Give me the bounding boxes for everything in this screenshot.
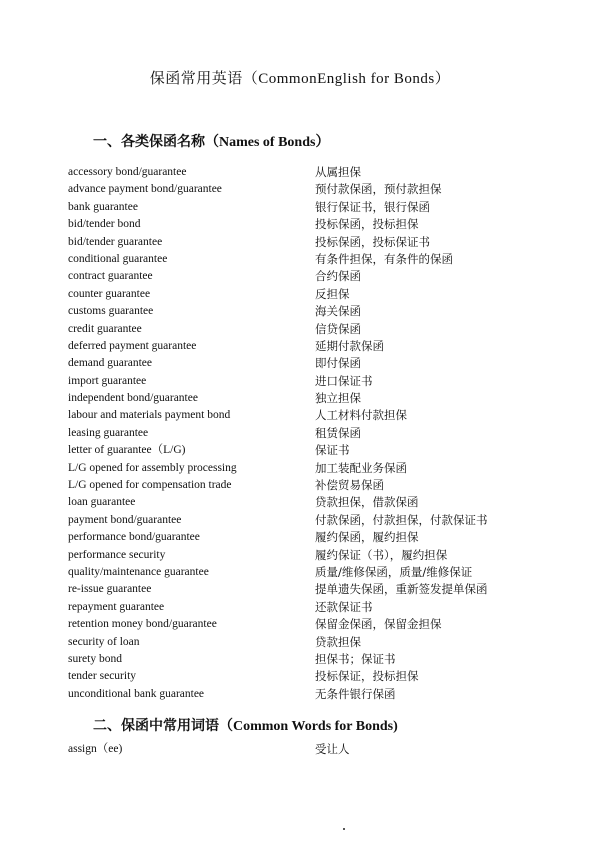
term-chinese: 进口保证书	[315, 373, 373, 388]
term-row	[68, 303, 538, 320]
term-english: L/G opened for assembly processing	[68, 461, 237, 474]
term-row	[68, 494, 538, 511]
term-row	[68, 634, 538, 651]
term-chinese: 担保书；保证书	[315, 651, 396, 666]
term-row	[68, 651, 538, 668]
section-heading-names-of-bonds: 一、各类保函名称（Names of Bonds）	[93, 135, 330, 150]
term-row	[68, 286, 538, 303]
term-english: credit guarantee	[68, 322, 142, 335]
term-chinese: 履约保证（书），履约担保	[315, 547, 448, 562]
term-chinese: 还款保证书	[315, 599, 373, 614]
term-row	[68, 686, 538, 703]
term-chinese: 贷款担保	[315, 634, 361, 649]
term-row	[68, 529, 538, 546]
term-english: loan guarantee	[68, 496, 136, 509]
term-english: import guarantee	[68, 374, 147, 387]
term-chinese: 贷款担保，借款保函	[315, 495, 419, 510]
term-english: demand guarantee	[68, 357, 152, 370]
term-chinese: 履约保函，履约担保	[315, 530, 419, 545]
common-words-list	[68, 741, 538, 758]
term-chinese: 付款保函，付款担保，付款保证书	[315, 512, 488, 527]
term-row	[68, 442, 538, 459]
term-chinese: 信贷保函	[315, 321, 361, 336]
term-english: labour and materials payment bond	[68, 409, 231, 422]
term-chinese: 保留金保函，保留金担保	[315, 617, 442, 632]
term-row	[68, 181, 538, 198]
term-chinese: 投标保函，投标保证书	[315, 234, 430, 249]
term-chinese: 质量/维修保函，质量/维修保证	[315, 564, 473, 579]
term-english: performance security	[68, 548, 166, 561]
term-chinese: 提单遗失保函，重新签发提单保函	[315, 582, 488, 597]
term-chinese: 合约保函	[315, 269, 361, 284]
term-row	[68, 373, 538, 390]
term-row	[68, 599, 538, 616]
term-chinese: 反担保	[315, 286, 350, 301]
term-english: assign（ee)	[68, 743, 123, 755]
term-chinese: 补偿贸易保函	[315, 478, 384, 493]
term-row	[68, 268, 538, 285]
term-english: conditional guarantee	[68, 252, 168, 265]
term-chinese: 保证书	[315, 443, 350, 458]
term-chinese: 延期付款保函	[315, 338, 384, 353]
section-heading-common-words: 二、保函中常用词语（Common Words for Bonds)	[93, 719, 398, 734]
term-chinese: 租赁保函	[315, 425, 361, 440]
term-row	[68, 390, 538, 407]
term-row	[68, 668, 538, 685]
term-chinese: 从属担保	[315, 165, 361, 179]
term-english: unconditional bank guarantee	[68, 687, 205, 700]
term-english: leasing guarantee	[68, 426, 149, 439]
term-chinese: 人工材料付款担保	[315, 408, 407, 423]
footer-dot	[343, 828, 345, 830]
term-row	[68, 477, 538, 494]
names-of-bonds-list	[68, 164, 538, 703]
term-english: surety bond	[68, 652, 122, 665]
term-english: deferred payment guarantee	[68, 339, 197, 352]
term-row	[68, 321, 538, 338]
term-english: retention money bond/guarantee	[68, 618, 217, 631]
term-chinese: 银行保证书，银行保函	[315, 199, 430, 214]
term-english: bid/tender guarantee	[68, 235, 163, 248]
term-english: payment bond/guarantee	[68, 513, 182, 526]
term-row	[68, 164, 538, 181]
term-english: independent bond/guarantee	[68, 392, 198, 405]
term-row	[68, 564, 538, 581]
term-row	[68, 234, 538, 251]
term-row	[68, 251, 538, 268]
term-english: repayment guarantee	[68, 600, 165, 613]
term-row	[68, 199, 538, 216]
term-chinese: 海关保函	[315, 304, 361, 319]
term-row	[68, 425, 538, 442]
term-english: bank guarantee	[68, 200, 138, 213]
term-english: counter guarantee	[68, 287, 151, 300]
term-row	[68, 547, 538, 564]
term-english: security of loan	[68, 635, 140, 648]
term-english: advance payment bond/guarantee	[68, 183, 222, 196]
term-row	[68, 460, 538, 477]
term-chinese: 有条件担保，有条件的保函	[315, 251, 453, 266]
term-english: quality/maintenance guarantee	[68, 565, 209, 578]
term-english: bid/tender bond	[68, 218, 141, 231]
term-row	[68, 407, 538, 424]
term-row	[68, 741, 538, 758]
term-english: performance bond/guarantee	[68, 531, 200, 544]
term-chinese: 投标保证，投标担保	[315, 669, 419, 684]
term-row	[68, 512, 538, 529]
term-english: letter of guarantee（L/G)	[68, 444, 186, 457]
term-row	[68, 338, 538, 355]
term-chinese: 投标保函，投标担保	[315, 217, 419, 232]
term-english: accessory bond/guarantee	[68, 166, 187, 178]
term-chinese: 加工装配业务保函	[315, 460, 407, 475]
term-english: re-issue guarantee	[68, 583, 152, 596]
term-row	[68, 216, 538, 233]
term-row	[68, 616, 538, 633]
term-english: customs guarantee	[68, 305, 154, 318]
page-title: 保函常用英语（CommonEnglish for Bonds）	[149, 71, 451, 87]
term-english: tender security	[68, 670, 137, 683]
term-chinese: 无条件银行保函	[315, 686, 396, 701]
term-chinese: 独立担保	[315, 391, 361, 406]
term-english: contract guarantee	[68, 270, 153, 283]
term-english: L/G opened for compensation trade	[68, 479, 232, 492]
term-row	[68, 355, 538, 372]
term-chinese: 受让人	[315, 742, 350, 756]
term-chinese: 预付款保函，预付款担保	[315, 182, 442, 197]
term-chinese: 即付保函	[315, 356, 361, 371]
term-row	[68, 581, 538, 598]
